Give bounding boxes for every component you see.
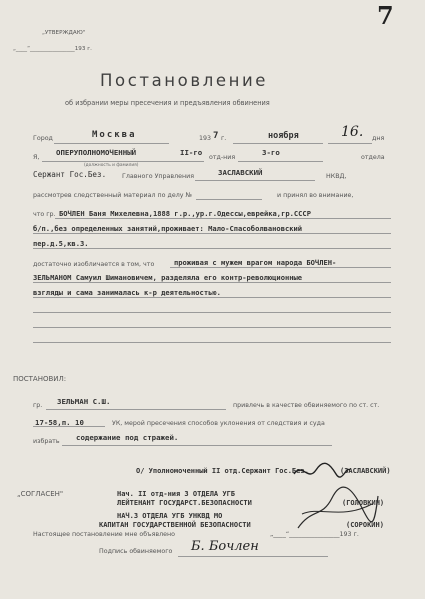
approved-date: „____“________________193 г. [13, 46, 92, 52]
nach-line: Нач. II отд-ния 3 ОТДЕЛА УГБ [117, 490, 236, 498]
officer-sign-name: (ЗАСЛАВСКИЙ) [340, 467, 391, 475]
dept-head-name: (СОРОКИН) [346, 521, 384, 529]
page-subtitle: об избрании меры пресечения и предъявления обвинения [65, 99, 270, 107]
accused-signature: Б. Бочлен [191, 539, 259, 554]
material-line: рассмотрев следственный материал по делу № [33, 192, 192, 199]
citizen-name: ЗЕЛЬМАН С.Ш. [57, 397, 111, 406]
ya-label: Я, [33, 154, 40, 161]
officer-section-num: 3-го [262, 148, 280, 157]
accused-line-2: б/п.,без определенных занятий,проживает: Мало-Спасоболвановский [33, 224, 303, 233]
officer-section-label: отдела [361, 154, 385, 161]
charged-text: привлечь в качестве обвиняемого по ст. ст. [233, 402, 380, 409]
officer-dept-label: отд-ния [209, 154, 236, 161]
approved-label: „УТВЕРЖДАЮ" [42, 30, 86, 36]
month-value: ноября [268, 131, 299, 141]
officer-caption: (должность и фамилия) [84, 163, 139, 168]
choose-label: избрать [33, 438, 60, 445]
charge-line-3: взгляды и сама занималась к-р деятельностью. [33, 288, 221, 297]
page-title: Постановление [100, 71, 269, 90]
dept-head-rank: КАПИТАН ГОСУДАРСТВЕННОЙ БЕЗОПАСНОСТИ [99, 521, 251, 529]
nach-name: (ГОЛОВКИН) [342, 499, 385, 507]
accused-line-1: БОЧЛЕН Баня Михелевна,1888 г.р.,ур.г.Одессы,еврейка,гр.СССР [59, 209, 311, 218]
year-suffix: г. [221, 135, 227, 142]
page-number: 7 [377, 1, 394, 30]
officer-rank: Сержант Гос.Без. [33, 170, 107, 179]
day-value: 16. [341, 124, 364, 140]
measure-value: содержание под стражей. [76, 433, 179, 442]
charge-line-1: проживая с мужем врагом народа БОЧЛЕН- [174, 258, 337, 267]
decided-label: ПОСТАНОВИЛ: [13, 375, 67, 383]
charge-line-2: ЗЕЛЬМАНОМ Самуил Шимановичем, разделяла его контр-революционные [33, 273, 303, 282]
announced-date: „____“________________193 г. [270, 531, 359, 538]
officer-dept-num: II-го [180, 148, 203, 157]
accused-sign-label: Подпись обвиняемого [99, 548, 173, 555]
approval-signature-mark [292, 478, 385, 538]
year-digit: 7 [213, 131, 219, 141]
city-value: Москва [92, 130, 137, 140]
sufficient-label: достаточно изобличается в том, что [33, 261, 155, 268]
article-value: 17-58,п. 10 [35, 418, 84, 427]
measure-text: УК, мерой пресечения способов уклонения от следствия и суда [112, 420, 325, 427]
agreed-label: „СОГЛАСЕН" [17, 490, 64, 498]
nkvd-label: НКВД, [326, 173, 347, 180]
directorate-label: Главного Управления [122, 173, 194, 180]
officer-position: ОПЕРУПОЛНОМОЧЕННЫЙ [56, 148, 137, 157]
announced-text: Настоящее постановление мне объявлено [33, 531, 175, 538]
year-prefix: 193 [199, 135, 212, 142]
city-label: Город [33, 135, 53, 142]
nach-rank: ЛЕЙТЕНАНТ ГОСУДАРСТ.БЕЗОПАСНОСТИ [117, 499, 252, 507]
citizen-label: гр. [33, 402, 43, 409]
accused-line-3: пер.д.5,кв.3. [33, 239, 89, 248]
dept-head-line: НАЧ.3 ОТДЕЛА УГБ УНКВД МО [117, 512, 223, 520]
day-label: дня [372, 135, 385, 142]
material-line-end: и принял во внимание, [277, 192, 354, 199]
officer-surname: ЗАСЛАВСКИЙ [218, 168, 263, 177]
that-label: что гр. [33, 211, 56, 218]
officer-sign-line: О/ Уполномоченный II отд.Сержант Гос.Без. [136, 467, 309, 475]
